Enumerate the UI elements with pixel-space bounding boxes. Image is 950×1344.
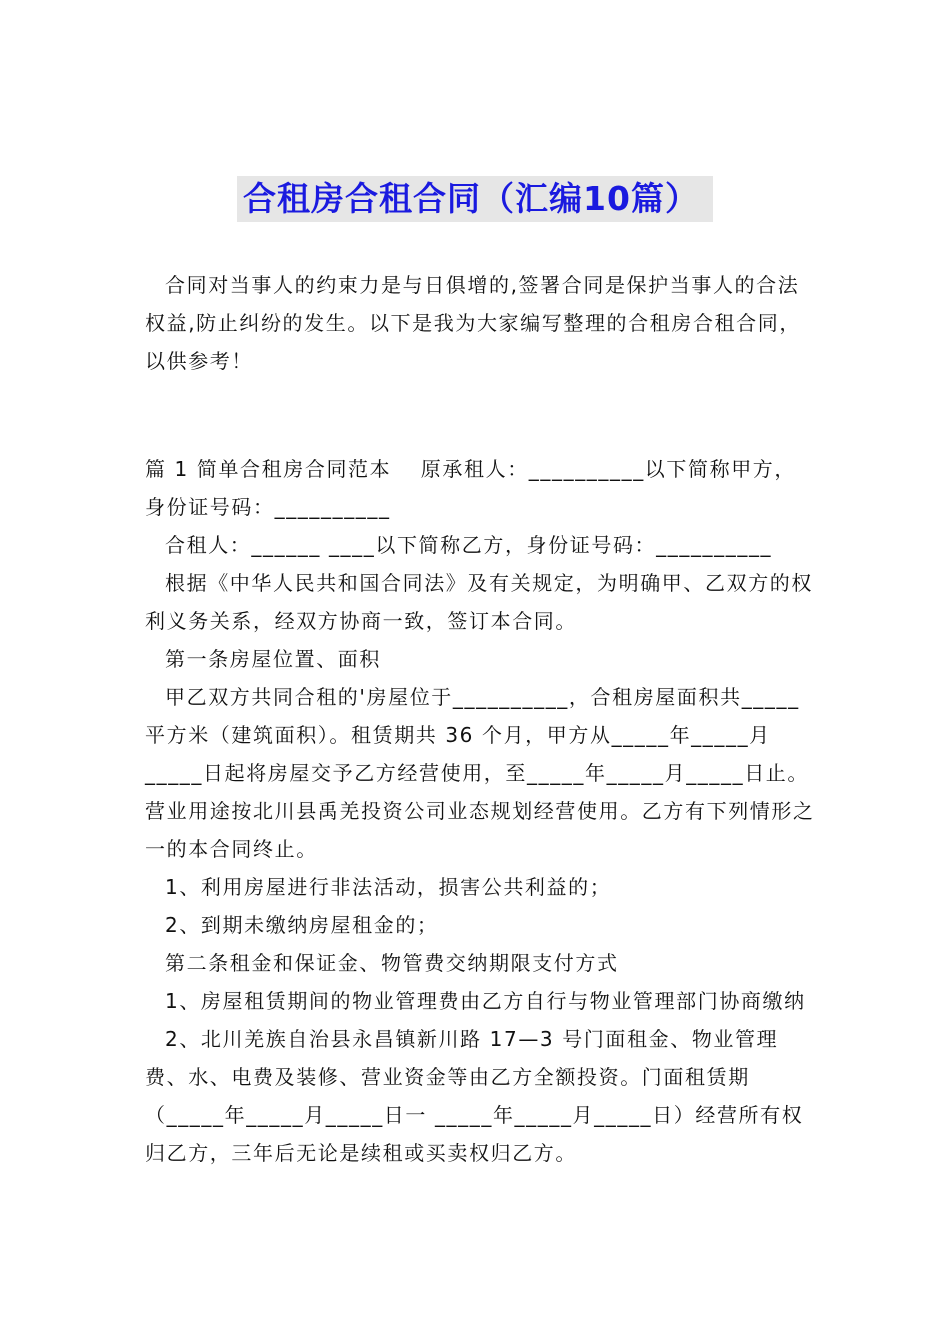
- intro-paragraph: 合同对当事人的约束力是与日俱增的,签署合同是保护当事人的合法权益,防止纠纷的发生。以下是我为大家编写整理的合租房合租合同，以供参考！: [145, 273, 801, 373]
- paragraph-basis: 根据《中华人民共和国合同法》及有关规定，为明确甲、乙双方的权利义务关系，经双方协商一致，签订本合同。: [145, 571, 813, 633]
- contract-body: [145, 450, 815, 1172]
- paragraph-co-tenant: 合租人：______ ____以下简称乙方，身份证号码：__________: [165, 533, 773, 557]
- termination-item-1: 1、利用房屋进行非法活动，损害公共利益的；: [165, 875, 612, 899]
- title-container: [0, 176, 950, 222]
- intro-section: [145, 266, 815, 380]
- termination-item-2: 2、到期未缴纳房屋租金的；: [165, 913, 439, 937]
- paragraph-header-parties: 篇 1 简单合租房合同范本 原承租人：__________以下简称甲方，身份证号码：__________: [145, 457, 796, 519]
- article-2-heading: 第二条租金和保证金、物管费交纳期限支付方式: [165, 951, 619, 975]
- article-1-body: 甲乙双方共同合租的'房屋位于__________，合租房屋面积共_____平方米（建筑面积）。租赁期共 36 个月，甲方从_____年_____月_____日起将房屋交予乙方经营使用，至_____年_____月_____日止。营业用途按北川县禹羌投资公司业态规划经营使用。乙方有下列情形之一的本合同终止。: [145, 685, 815, 861]
- article-2-item-1: 1、房屋租赁期间的物业管理费由乙方自行与物业管理部门协商缴纳: [165, 989, 806, 1013]
- document-title: 合租房合租合同（汇编10篇）: [237, 176, 713, 222]
- article-1-heading: 第一条房屋位置、面积: [165, 647, 381, 671]
- article-2-item-2: 2、北川羌族自治县永昌镇新川路 17—3 号门面租金、物业管理费、水、电费及装修、营业资金等由乙方全额投资。门面租赁期（_____年_____月_____日一 _____年_____月_____日）经营所有权归乙方，三年后无论是续租或买卖权归乙方。: [145, 1027, 804, 1165]
